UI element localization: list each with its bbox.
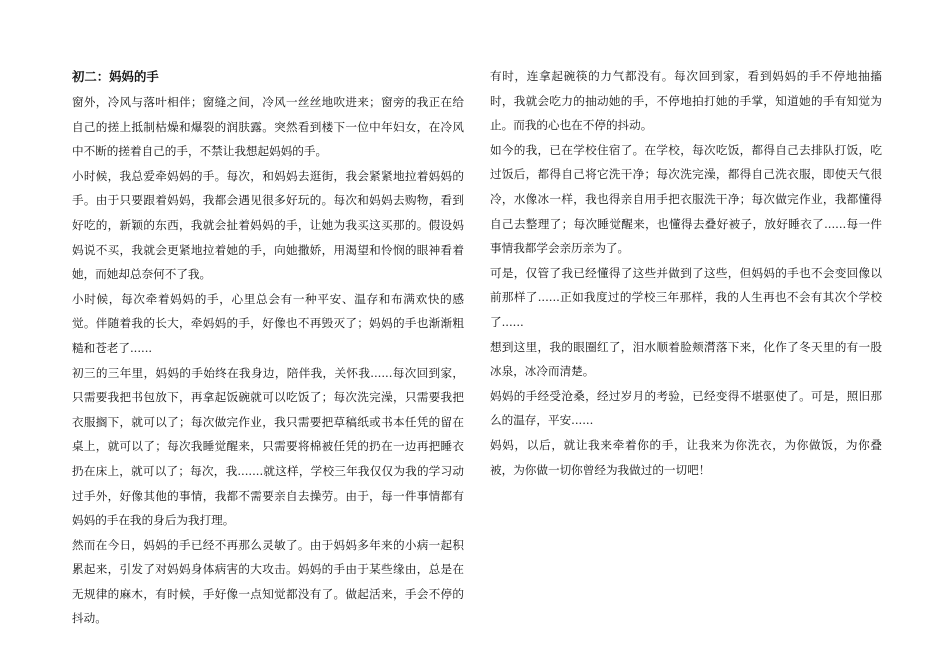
paragraph: 然而在今日，妈妈的手已经不再那么灵敏了。由于妈妈多年来的小病一起积累起来，引发了对妈妈身体病害的大攻击。妈妈的手由于某些缘由，总是在无规律的麻木，有时候，手好像一点知觉都没有了。做起活来，手会不停的抖动。 xyxy=(72,537,464,626)
paragraph: 有时，连拿起碗筷的力气都没有。每次回到家，看到妈妈的手不停地抽搐时，我就会吃力的抽动她的手，不停地拍打她的手掌，知道她的手有知觉为止。而我的心也在不停的抖动。 xyxy=(490,69,882,133)
article-title: 初二：妈妈的手 xyxy=(72,69,159,84)
paragraph: 小时候，每次牵着妈妈的手，心里总会有一种平安、温存和布满欢快的感觉。伴随着我的长大，牵妈妈的手，好像也不再毁灭了；妈妈的手也渐渐粗糙和苍老了...... xyxy=(72,291,464,355)
paragraph: 窗外，冷风与落叶相伴；窗缝之间，冷风一丝丝地吹进来；窗旁的我正在给自己的搓上抵制枯燥和爆裂的润肤露。突然看到楼下一位中年妇女，在冷风中不断的搓着自己的手，不禁让我想起妈妈的手。 xyxy=(72,95,464,159)
paragraph: 初三的三年里，妈妈的手始终在我身边，陪伴我，关怀我......每次回到家，只需要我把书包放下，再拿起饭碗就可以吃饭了；每次洗完澡，只需要我把衣服搁下，就可以了；每次做完作业，我只需要把草稿纸或书本任凭的留在桌上，就可以了；每次我睡觉醒来，只需要将棉被任凭的扔在一边再把睡衣扔在床上，就可以了；每次，我.......就这样，学校三年我仅仅为我的学习动过手外，好像其他的事情，我都不需要亲自去操劳。由于，每一件事情都有妈妈的手在我的身后为我打理。 xyxy=(72,365,464,528)
paragraph: 可是，仅管了我已经懂得了这些并做到了这些，但妈妈的手也不会变回像以前那样了......正如我度过的学校三年那样，我的人生再也不会有其次个学校了...... xyxy=(490,265,882,329)
right-column xyxy=(490,64,882,482)
paragraph: 如今的我，已在学校住宿了。在学校，每次吃饭，都得自己去排队打饭，吃过饭后，都得自己将它洗干净；每次洗完澡，都得自己洗衣服，即使天气很冷，水像冰一样，我也得亲自用手把衣服洗干净；每次做完作业，我都懂得自己去整理了；每次睡觉醒来，也懂得去叠好被子，放好睡衣了......每一件事情我都学会亲历亲为了。 xyxy=(490,142,882,256)
paragraph: 妈妈，以后，就让我来牵着你的手，让我来为你洗衣，为你做饭，为你叠被，为你做一切你曾经为我做过的一切吧！ xyxy=(490,437,882,477)
left-column xyxy=(72,64,464,631)
paragraph: 妈妈的手经受沧桑，经过岁月的考验，已经变得不堪驱使了。可是，照旧那么的温存，平安...... xyxy=(490,388,882,428)
paragraph: 小时候，我总爱牵妈妈的手。每次，和妈妈去逛街，我会紧紧地拉着妈妈的手。由于只要跟着妈妈，我都会遇见很多好玩的。每次和妈妈去购物，看到好吃的，新颖的东西，我就会扯着妈妈的手，让她为我买这买那的。假设妈妈说不买，我就会更紧地拉着她的手，向她撒娇，用渴望和怜悯的眼神看着她，而她却总奈何不了我。 xyxy=(72,168,464,282)
paragraph: 想到这里，我的眼圈红了，泪水顺着脸颊潸落下来，化作了冬天里的有一股冰泉，冰冷而清楚。 xyxy=(490,339,882,379)
